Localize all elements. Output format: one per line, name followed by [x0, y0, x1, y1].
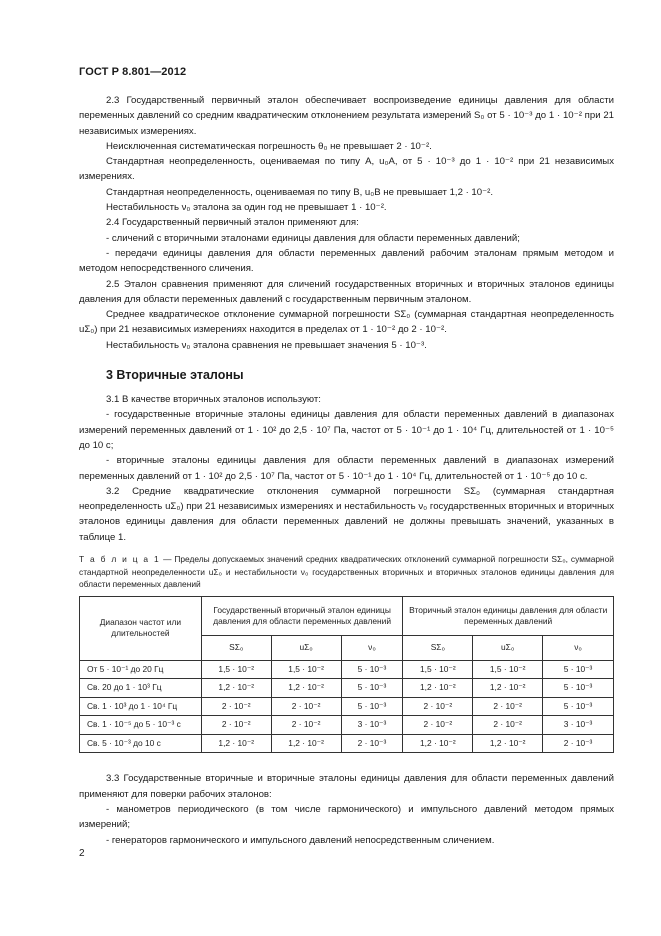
table-cell-value: 2 · 10⁻²	[473, 697, 543, 716]
table-cell-range: Св. 1 · 10⁻⁵ до 5 · 10⁻³ с	[80, 716, 202, 735]
table-header-group-state-secondary: Государственный вторичный эталон единицы давления для области переменных давлений	[201, 596, 403, 635]
table-caption-text: — Пределы допускаемых значений средних квадратических отклонений суммарной погрешности SΣ₀, суммарной стандартной неопределенности uΣ₀ и нестабильности ν₀ государственных вторичных и вторичных эталонов единицы давления для области переменных давлений	[79, 554, 614, 590]
paragraph-p31a: - государственные вторичные эталоны единицы давления для области переменных давлений в диапазонах измерений переменных давлений от 1 · 10² до 2,5 · 10⁷ Па, частот от 5 · 10⁻¹ до 1 · 10⁴ Гц, длительностей от 1 · 10⁻⁵ до 10 с;	[79, 409, 614, 451]
table-cell-value: 1,2 · 10⁻²	[271, 679, 341, 698]
table-subheader: SΣ₀	[403, 635, 473, 660]
table-cell-value: 3 · 10⁻³	[543, 716, 614, 735]
paragraph-p23c: Стандартная неопределенность, оцениваемая по типу B, u₀B не превышает 1,2 · 10⁻².	[106, 186, 494, 198]
table-cell-value: 5 · 10⁻³	[543, 697, 614, 716]
document-body	[79, 93, 614, 848]
table-cell-value: 2 · 10⁻²	[201, 697, 271, 716]
section-2-paragraphs	[79, 93, 614, 353]
table-cell-value: 5 · 10⁻³	[543, 660, 614, 679]
table-cell-value: 1,5 · 10⁻²	[403, 660, 473, 679]
table-cell-value: 1,2 · 10⁻²	[201, 679, 271, 698]
paragraph-p32: 3.2 Средние квадратические отклонения суммарной погрешности SΣ₀ (суммарная стандартная неопределенность uΣ₀) при 21 независимых измерениях и нестабильность ν₀ государственных вторичных и вторичных эталонов единицы давления для области переменных давлений не должны превышать значений, указанных в таблице 1.	[79, 485, 614, 543]
table-cell-value: 1,2 · 10⁻²	[403, 679, 473, 698]
table-subheader: ν₀	[341, 635, 403, 660]
table-subheader: uΣ₀	[473, 635, 543, 660]
table-cell-value: 5 · 10⁻³	[341, 679, 403, 698]
table-cell-value: 2 · 10⁻²	[403, 716, 473, 735]
table-cell-value: 3 · 10⁻³	[341, 716, 403, 735]
table-cell-value: 5 · 10⁻³	[341, 660, 403, 679]
paragraph-p33: 3.3 Государственные вторичные и вторичные эталоны единицы давления для области переменных давлений применяют для поверки рабочих эталонов:	[79, 773, 614, 800]
table-cell-value: 1,2 · 10⁻²	[473, 734, 543, 753]
section-3-paragraphs	[79, 392, 614, 545]
table-cell-value: 1,2 · 10⁻²	[403, 734, 473, 753]
table-subheader: SΣ₀	[201, 635, 271, 660]
table-cell-value: 2 · 10⁻²	[201, 716, 271, 735]
paragraph-p24a: - сличений с вторичными эталонами единицы давления для области переменных давлений;	[106, 232, 520, 244]
paragraph-p23: 2.3 Государственный первичный эталон обеспечивает воспроизведение единицы давления для области переменных давлений со средним квадратическим отклонением результата измерений S₀ от 5 · 10⁻³ до 1 · 10⁻² при 21 независимых измерениях.	[79, 95, 614, 137]
document-header: ГОСТ Р 8.801—2012	[79, 66, 187, 78]
table-cell-value: 1,5 · 10⁻²	[201, 660, 271, 679]
table-row	[80, 716, 614, 735]
paragraph-p25: 2.5 Эталон сравнения применяют для сличений государственных вторичных и вторичных эталонов единицы давления для области переменных давлений с государственным первичным эталоном.	[79, 278, 614, 305]
table-cell-range: Св. 5 · 10⁻³ до 10 с	[80, 734, 202, 753]
table-cell-value: 2 · 10⁻³	[543, 734, 614, 753]
table-cell-value: 2 · 10⁻²	[271, 697, 341, 716]
table-subheader: ν₀	[543, 635, 614, 660]
table-row	[80, 679, 614, 698]
table-row	[80, 734, 614, 753]
paragraph-p31: 3.1 В качестве вторичных эталонов используют:	[106, 394, 321, 406]
table-cell-value: 5 · 10⁻³	[543, 679, 614, 698]
section-3-title: 3 Вторичные эталоны	[106, 368, 244, 383]
paragraph-p24: 2.4 Государственный первичный эталон применяют для:	[106, 217, 359, 229]
table-cell-value: 2 · 10⁻³	[341, 734, 403, 753]
table-cell-value: 2 · 10⁻²	[473, 716, 543, 735]
table-cell-range: Св. 20 до 1 · 10³ Гц	[80, 679, 202, 698]
paragraph-p23b: Стандартная неопределенность, оцениваемая по типу A, u₀A, от 5 · 10⁻³ до 1 · 10⁻² при 21 независимых измерениях.	[79, 156, 614, 183]
paragraph-p25b: Нестабильность ν₀ эталона сравнения не превышает значения 5 · 10⁻³.	[106, 339, 427, 351]
table-cell-value: 1,5 · 10⁻²	[271, 660, 341, 679]
table-cell-value: 2 · 10⁻²	[271, 716, 341, 735]
table-header-group-secondary: Вторичный эталон единицы давления для области переменных давлений	[403, 596, 614, 635]
table-row	[80, 660, 614, 679]
table-cell-value: 1,5 · 10⁻²	[473, 660, 543, 679]
table-cell-range: Св. 1 · 10³ до 1 · 10⁴ Гц	[80, 697, 202, 716]
table-cell-value: 1,2 · 10⁻²	[473, 679, 543, 698]
table-cell-range: От 5 · 10⁻¹ до 20 Гц	[80, 660, 202, 679]
table-caption	[79, 553, 614, 591]
table-body	[80, 660, 614, 753]
table-cell-value: 1,2 · 10⁻²	[201, 734, 271, 753]
paragraph-p25a: Среднее квадратическое отклонение суммарной погрешности SΣ₀ (суммарная стандартная неопределенность uΣ₀) при 21 независимых измерениях находится в пределах от 1 · 10⁻² до 2 · 10⁻².	[79, 309, 614, 336]
table-subheader: uΣ₀	[271, 635, 341, 660]
paragraph-p33b: - генераторов гармонического и импульсного давлений непосредственным сличением.	[106, 834, 495, 846]
table-cell-value: 2 · 10⁻²	[403, 697, 473, 716]
table-1	[79, 596, 614, 754]
paragraph-p24b: - передачи единицы давления для области переменных давлений рабочим эталонам прямым методом и методом непосредственного сличения.	[79, 247, 614, 275]
section-3-3-paragraphs	[79, 771, 614, 847]
page-number: 2	[79, 848, 85, 859]
paragraph-p33a: - манометров периодического (в том числе гармонического) и импульсного давлений методом прямых измерений;	[79, 804, 614, 831]
table-header-range: Диапазон частот или длительностей	[80, 596, 202, 660]
table-cell-value: 5 · 10⁻³	[341, 697, 403, 716]
table-cell-value: 1,2 · 10⁻²	[271, 734, 341, 753]
table-row	[80, 697, 614, 716]
paragraph-p23d: Нестабильность ν₀ эталона за один год не превышает 1 · 10⁻².	[106, 202, 387, 214]
paragraph-p23a: Неисключенная систематическая погрешность θ₀ не превышает 2 · 10⁻².	[106, 140, 432, 152]
table-caption-label: Т а б л и ц а 1	[79, 554, 161, 565]
paragraph-p31b: - вторичные эталоны единицы давления для области переменных давлений в диапазонах измерений переменных давлений от 1 · 10² до 2,5 · 10⁷ Па, частот от 5 · 10⁻¹ до 1 · 10⁴ Гц, длительностей от 1 · 10⁻⁵ до 10 с.	[79, 455, 614, 482]
